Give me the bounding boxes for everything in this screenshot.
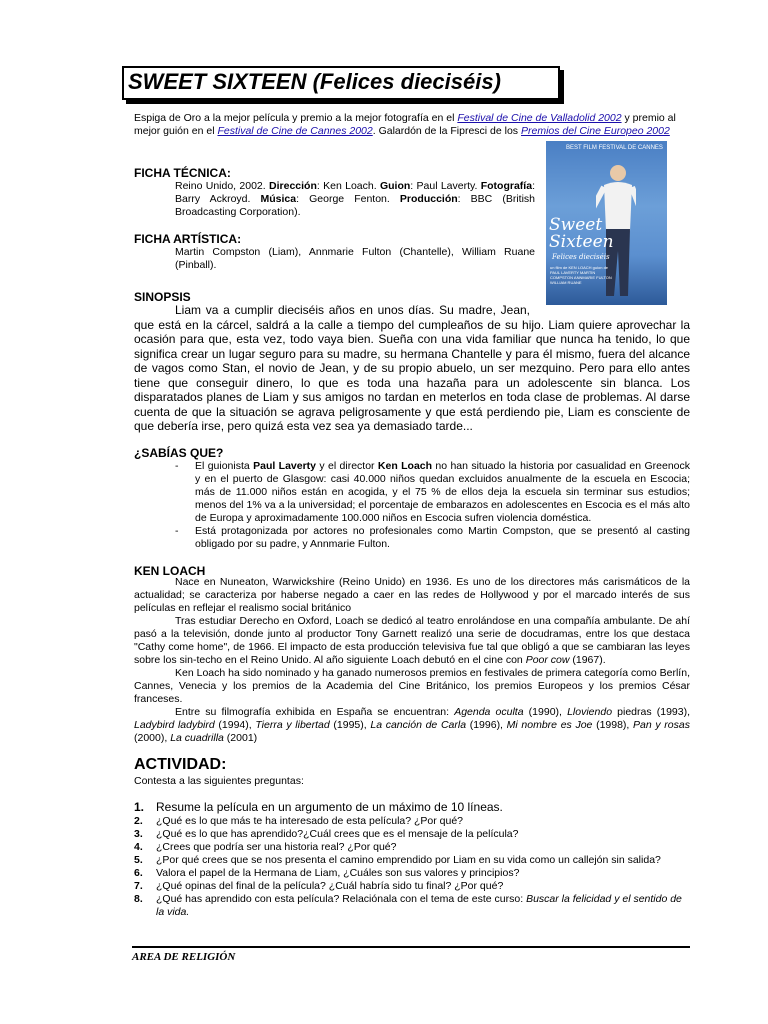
- ficha-artistica-heading: FICHA ARTÍSTICA:: [134, 232, 242, 246]
- movie-poster: [546, 141, 667, 305]
- ken-p4: [134, 706, 690, 745]
- film-title: Lloviendo: [567, 706, 613, 718]
- ft-text: : Barry Ackroyd.: [175, 180, 535, 205]
- ft-text: Reino Unido, 2002.: [175, 180, 270, 192]
- ken-loach-heading: KEN LOACH: [134, 564, 206, 578]
- question-text: Resume la película en un argumento de un máximo de 10 líneas.: [156, 800, 503, 814]
- link-cannes[interactable]: Festival de Cine de Cannes 2002: [217, 125, 373, 137]
- question-number: 3.: [134, 828, 143, 840]
- page-title: SWEET SIXTEEN (Felices dieciséis): [128, 69, 501, 94]
- list-item: [175, 460, 690, 525]
- question-item: [134, 841, 690, 854]
- item-bold: Paul Laverty: [253, 460, 317, 472]
- film-year: (1998),: [592, 719, 634, 731]
- question-number: 5.: [134, 854, 143, 866]
- dash-marker: -: [175, 525, 179, 537]
- question-item: [134, 828, 690, 841]
- film-title: Pan y rosas: [633, 719, 690, 731]
- film-year: (1995),: [329, 719, 371, 731]
- question-number: 1.: [134, 800, 145, 814]
- poster-credits: un film de KEN LOACH guion de PAUL LAVERTY MARTIN COMPSTON ANNMARIE FULTON WILLIAM RUANE: [550, 265, 612, 285]
- item-text: y el director: [316, 460, 378, 472]
- list-item: [175, 525, 690, 551]
- question-item: [134, 880, 690, 893]
- ft-label-produccion: Producción: [399, 193, 458, 205]
- ficha-tecnica-heading: FICHA TÉCNICA:: [134, 166, 231, 180]
- poster-title-line1: Sweet: [549, 215, 603, 235]
- footer-label: AREA DE RELIGIÓN: [132, 951, 236, 963]
- link-valladolid[interactable]: Festival de Cine de Valladolid 2002: [457, 112, 622, 124]
- sabias-heading: ¿SABÍAS QUE?: [134, 446, 224, 460]
- question-number: 6.: [134, 867, 143, 879]
- ft-text: : Paul Laverty.: [410, 180, 481, 192]
- poster-header: BEST FILM FESTIVAL DE CANNES: [566, 145, 663, 151]
- ken-p3: Ken Loach ha sido nominado y ha ganado numerosos premios en festivales de primera categoría como Berlín, Cannes, Venecia y los premios de la Academia del Cine Británico, los premios Europeos y los premios César franceses.: [134, 667, 690, 705]
- item-text: no han situado la historia por casualidad en Greenock y en el puerto de Glasgow: casi 40.000 niños quedan excluidos anualmente de la escuela en Escocia; más de 11.000 niños están en acogida, y el 75 % de ellos deja la escuela sin terminar sus estudios; menos del 1% va a la universidad; el porcentaje de embarazos en adolescentes en Escocia es el más alto de Europa y aproximadamente 100.000 niños en Escocia sufren violencia doméstica.: [195, 460, 690, 524]
- question-number: 2.: [134, 815, 143, 827]
- poster-clearance: [530, 303, 690, 313]
- ken-p2-film: Poor cow: [525, 654, 570, 666]
- film-year: piedras (1993),: [612, 706, 690, 718]
- sinopsis-body: Liam va a cumplir dieciséis años en unos días. Su madre, Jean, que está en la cárcel, saldrá a la calle a tiempo del cumpleaños de su hijo. Liam quiere aprovechar la ocasión para que, esta vez, todo vaya bien. Sueña con una vida familiar que nunca ha tenido, lo que significa crear un lugar seguro para su madre, su hermana Chantelle y para él mismo, fuera del alcance de vagos como Stan, el novio de Jean, y de su propio abuelo, un ser mezquino. Pero para ello antes tiene que conseguir dinero, lo que es toda una hazaña para un adolescente sin blanca. Los disparatados planes de Liam y sus amigos no tardan en meterlos en toda clase de problemas. Al darse cuenta de que la situación se agrava peligrosamente y que está perdiendo pie, Liam es consciente de que debería irse, pero quizá esta vez sea ya demasiado tarde...: [134, 303, 690, 433]
- sabias-list: [175, 460, 690, 551]
- ken-p4-text: Entre su filmografía exhibida en España se encuentran:: [175, 706, 455, 718]
- dash-marker: -: [175, 460, 179, 472]
- question-text: ¿Qué has aprendido con esta película? Relaciónala con el tema de este curso:: [156, 893, 527, 905]
- ken-p2: [134, 615, 690, 667]
- link-premios-europeo[interactable]: Premios del Cine Europeo 2002: [520, 125, 670, 137]
- film-title: Tierra y libertad: [255, 719, 330, 731]
- actividad-heading: ACTIVIDAD:: [134, 756, 227, 773]
- ken-loach-text: [134, 576, 690, 745]
- sinopsis-text: [134, 303, 690, 434]
- ken-p1: Nace en Nuneaton, Warwickshire (Reino Unido) en 1936. Es uno de los directores más carismáticos de la actualidad; se caracteriza por haberse negado a caer en las redes de Hollywood y por el marcado interés de sus películas en reflejar el realismo social británico: [134, 576, 690, 614]
- film-title: La canción de Carla: [370, 719, 467, 731]
- question-text: ¿Por qué crees que se nos presenta el camino emprendido por Liam en su vida como un callejón sin salida?: [156, 854, 661, 866]
- intro-text-1: Espiga de Oro a la mejor película y premio a la mejor fotografía en el: [134, 112, 458, 124]
- question-text: ¿Qué opinas del final de la película? ¿Cuál habría sido tu final? ¿Por qué?: [156, 880, 504, 892]
- ficha-tecnica-text: [175, 180, 535, 219]
- question-italic: Buscar la felicidad y el sentido de la vida.: [156, 893, 682, 918]
- ft-text: : BBC (British Broadcasting Corporation).: [175, 193, 535, 218]
- film-title: Mi nombre es Joe: [506, 719, 593, 731]
- item-text: Está protagonizada por actores no profesionales como Martin Compston, que se presentó al casting obligado por su padre, y Annmarie Fulton.: [195, 525, 690, 550]
- film-title: Agenda oculta: [454, 706, 524, 718]
- poster-subtitle: Felices dieciséis: [552, 253, 610, 261]
- ft-label-direccion: Dirección: [269, 180, 317, 192]
- question-text: ¿Crees que podría ser una historia real? ¿Por qué?: [156, 841, 397, 853]
- film-year: (1990),: [523, 706, 568, 718]
- poster-title: [549, 217, 614, 251]
- footer-divider: [132, 946, 690, 948]
- ft-label-guion: Guion: [379, 180, 411, 192]
- film-year: (2000),: [134, 732, 171, 744]
- film-year: (2001): [223, 732, 258, 744]
- question-number: 7.: [134, 880, 143, 892]
- ft-text: : Ken Loach.: [316, 180, 380, 192]
- ken-p2-text: Tras estudiar Derecho en Oxford, Loach se dedicó al teatro enrolándose en una compañía ambulante. De ahí pasó a la televisión, donde junto al productor Tony Garnett realizó una serie de docudramas, entre los que destaca "Cathy come home", de 1966. El impacto de esta producción televisiva fue tal que obligó a que se cambiaran las leyes sobre los sin-techo en el Reino Unido. Al año siguiente Loach debutó en el cine con: [134, 615, 690, 666]
- question-item: [134, 867, 690, 880]
- question-text: ¿Qué es lo que has aprendido?¿Cuál crees que es el mensaje de la película?: [156, 828, 519, 840]
- question-item: [134, 800, 690, 815]
- ft-label-fotografia: Fotografía: [480, 180, 533, 192]
- title-box: [122, 66, 560, 100]
- sinopsis-heading: SINOPSIS: [134, 290, 191, 304]
- film-title: La cuadrilla: [170, 732, 224, 744]
- question-text: Valora el papel de la Hermana de Liam, ¿Cuáles son sus valores y principios?: [156, 867, 520, 879]
- question-number: 4.: [134, 841, 143, 853]
- ken-p2-year: (1967).: [569, 654, 606, 666]
- questions-list: [134, 800, 690, 919]
- film-year: (1996),: [466, 719, 507, 731]
- item-bold: Ken Loach: [377, 460, 433, 472]
- ficha-artistica-text: Martin Compston (Liam), Annmarie Fulton (Chantelle), William Ruane (Pinball).: [175, 246, 535, 271]
- question-item: [134, 854, 690, 867]
- item-text: El guionista: [195, 460, 254, 472]
- film-year: (1994),: [214, 719, 256, 731]
- intro-paragraph: [134, 112, 690, 138]
- intro-text-2: y premio al mejor guión en el: [134, 112, 676, 137]
- question-text: ¿Qué es lo que más te ha interesado de esta película? ¿Por qué?: [156, 815, 464, 827]
- film-title: Ladybird ladybird: [134, 719, 215, 731]
- ft-label-musica: Música: [260, 193, 297, 205]
- ft-text: : George Fenton.: [296, 193, 400, 205]
- question-item: [134, 893, 690, 919]
- actividad-instructions: Contesta a las siguientes preguntas:: [134, 775, 304, 787]
- intro-text-3: . Galardón de la Fipresci de los: [372, 125, 521, 137]
- poster-title-line2: Sixteen: [549, 232, 614, 252]
- question-item: [134, 815, 690, 828]
- question-number: 8.: [134, 893, 143, 905]
